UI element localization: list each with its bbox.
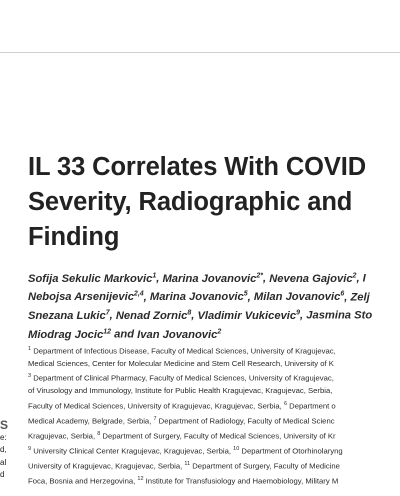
- affiliation-line: $^9$ University Clinical Center Kragujevac, Kragujevac, Serbia, $^{10}$ Department of Otorhinolaryng: [28, 445, 343, 456]
- affiliations: [28, 343, 400, 488]
- affiliation-line: $^3$ Department of Clinical Pharmacy, Faculty of Medical Sciences, University of Kragujevac,: [28, 373, 334, 383]
- article-title: [28, 150, 400, 255]
- author-link[interactable]: Milan Jovanovic$^6$: [253, 290, 345, 304]
- header-divider: [0, 52, 400, 53]
- top-bar: [0, 0, 400, 52]
- author-list: [28, 268, 400, 343]
- margin-fragment: S: [0, 418, 9, 432]
- affiliation-line: $^1$ Department of Infectious Disease, Faculty of Medical Sciences, University of Kragujevac,: [28, 346, 336, 356]
- author-link[interactable]: Zelj: [350, 291, 370, 304]
- margin-fragment: d: [0, 469, 5, 479]
- left-margin-fragments: [0, 418, 10, 481]
- author-link[interactable]: Vladimir Vukicevic$^9$: [197, 309, 301, 323]
- author-link[interactable]: Ivan Jovanovic$^2$: [137, 328, 222, 341]
- author-link[interactable]: I: [362, 272, 366, 285]
- title-line: IL 33 Correlates With COVID: [28, 153, 367, 181]
- author-line: Sofija Sekulic Markovic$^1$, Marina Jovanovic$^{2*}$, Nevena Gajovic$^2$, I: [28, 272, 366, 285]
- author-link[interactable]: Marina Jovanovic$^{2*}$: [162, 272, 263, 285]
- author-link[interactable]: Nevena Gajovic$^2$: [269, 272, 357, 285]
- author-link[interactable]: Snezana Lukic$^7$: [28, 309, 110, 323]
- author-line: Snezana Lukic$^7$, Nenad Zornic$^8$, Vladimir Vukicevic$^9$, Jasmina Sto: [28, 309, 373, 323]
- affiliation-line: Foca, Bosnia and Herzegovina, $^{12}$ Institute for Transfusiology and Haemobiology, Military M: [28, 475, 339, 486]
- author-link[interactable]: Nebojsa Arsenijevic$^{2,4}$: [28, 290, 144, 304]
- margin-fragment: al: [0, 457, 7, 467]
- margin-fragment: e:: [0, 433, 7, 442]
- author-link[interactable]: Nenad Zornic$^8$: [115, 309, 192, 323]
- affiliation-line: of Virusology and Immunology, Institute for Public Health Kragujevac, Kragujevac, Serbia,: [28, 386, 333, 396]
- author-link[interactable]: Marina Jovanovic$^5$: [149, 290, 248, 304]
- affiliation-line: Faculty of Medical Sciences, University of Kragujevac, Kragujevac, Serbia, $^6$ Department o: [28, 400, 336, 411]
- title-line: Finding: [28, 223, 120, 251]
- title-line: Severity, Radiographic and: [28, 188, 353, 216]
- author-link[interactable]: Miodrag Jocic$^{12}$: [28, 328, 112, 341]
- margin-fragment: d,: [0, 445, 7, 455]
- author-line: Nebojsa Arsenijevic$^{2,4}$, Marina Jovanovic$^5$, Milan Jovanovic$^6$, Zelj: [28, 290, 370, 304]
- affiliation-line: Medical Sciences, Center for Molecular Medicine and Stem Cell Research, University of K: [28, 358, 334, 368]
- affiliation-line: University of Kragujevac, Kragujevac, Serbia, $^{11}$ Department of Surgery, Faculty of Medicine: [28, 460, 340, 471]
- author-link[interactable]: Sofija Sekulic Markovic$^1$: [28, 272, 157, 285]
- affiliation-line: Kragujevac, Serbia, $^8$ Department of Surgery, Faculty of Medical Sciences, University of Kr: [28, 430, 336, 441]
- author-line: Miodrag Jocic$^{12}$ and Ivan Jovanovic$^2$: [28, 328, 222, 341]
- author-link[interactable]: Jasmina Sto: [306, 310, 373, 323]
- affiliation-line: Medical Academy, Belgrade, Serbia, $^7$ Department of Radiology, Faculty of Medical Scienc: [28, 415, 335, 426]
